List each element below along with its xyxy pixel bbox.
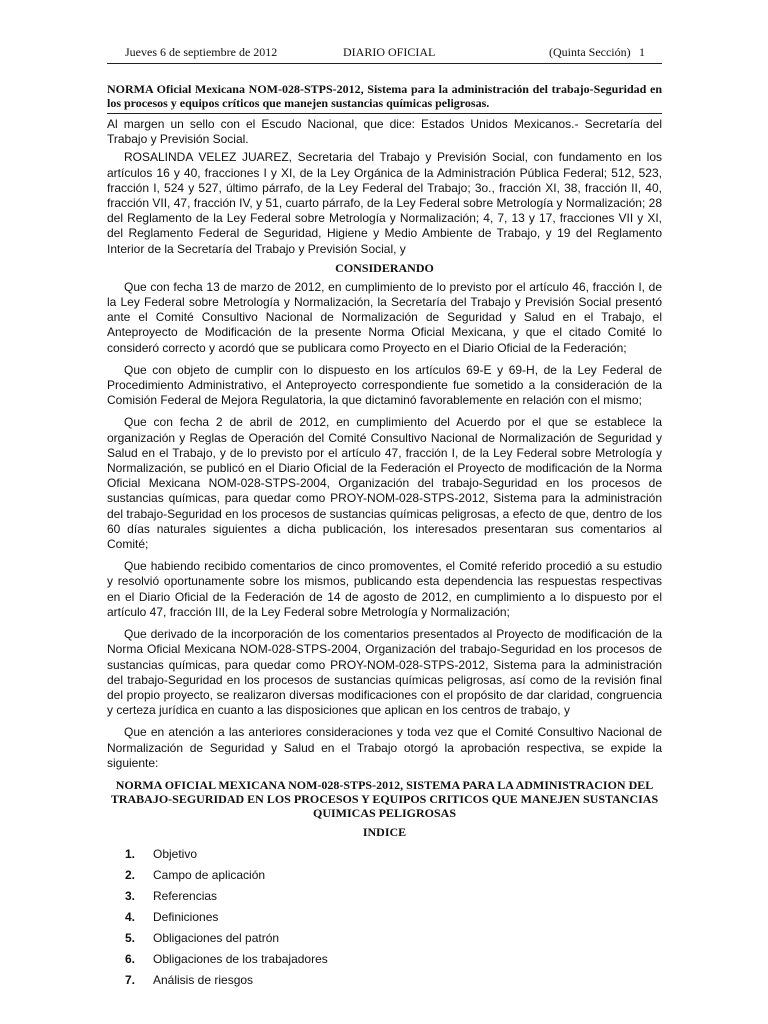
document-body: [107, 117, 662, 991]
header-date: Jueves 6 de septiembre de 2012: [125, 45, 278, 59]
index-item-label: Campo de aplicación: [153, 867, 266, 882]
index-item-number: 7.: [125, 972, 136, 987]
index-item-number: 2.: [125, 867, 136, 882]
intro-paragraph: ROSALINDA VELEZ JUAREZ, Secretaria del Trabajo y Previsión Social, con fundamento en los artículos 16 y 40, fracciones I y XI, de la Ley Orgánica de la Administración Pública Federal; 512, 523, fracción I, 524 y 527, último párrafo, de la Ley Federal del Trabajo; 3o., fracción XI, 38, fracción II, 40, fracción VII, 47, fracción IV, y 51, cuarto párrafo, de la Ley Federal sobre Metrología y Normalización; 28 del Reglamento de la Ley Federal sobre Metrología y Normalización; 4, 7, 13 y 17, fracciones VII y XI, del Reglamento Federal de Seguridad, Higiene y Medio Ambiente de Trabajo, y 19 del Reglamento Interior de la Secretaría del Trabajo y Previsión Social, y: [107, 150, 662, 256]
document-title: NORMA Oficial Mexicana NOM-028-STPS-2012, Sistema para la administración del trabajo-Seguridad en los procesos y equipos críticos que manejen sustancias químicas peligrosas.: [107, 82, 662, 110]
index-item: [107, 928, 662, 949]
considerando-paragraph: Que en atención a las anteriores consideraciones y toda vez que el Comité Consultivo Nacional de Normalización de Seguridad y Salud en el Trabajo otorgó la aprobación respectiva, se expide la siguiente:: [107, 725, 662, 770]
considerando-paragraph: Que con fecha 13 de marzo de 2012, en cumplimiento de lo previsto por el artículo 46, fracción I, de la Ley Federal sobre Metrología y Normalización, la Secretaría del Trabajo y Previsión Social presentó ante el Comité Consultivo Nacional de Normalización de Seguridad y Salud en el Trabajo, el Anteproyecto de Modificación de la presente Norma Oficial Mexicana, y que el citado Comité lo consideró correcto y acordó que se publicara como Proyecto en el Diario Oficial de la Federación;: [107, 279, 662, 355]
document-page: [107, 0, 662, 987]
index-item-number: 4.: [125, 909, 136, 924]
index-item: [107, 907, 662, 928]
index-item-number: 5.: [125, 930, 136, 945]
index-item-label: Objetivo: [153, 846, 198, 861]
considerando-paragraph: Que con fecha 2 de abril de 2012, en cumplimiento del Acuerdo por el que se establece la organización y Reglas de Operación del Comité Consultivo Nacional de Normalización de Seguridad y Salud en el Trabajo, y de lo previsto por el artículo 47, fracción I, de la Ley Federal sobre Metrología y Normalización, se publicó en el Diario Oficial de la Federación el Proyecto de modificación de la Norma Oficial Mexicana NOM-028-STPS-2004, Organización del trabajo-Seguridad en los procesos de sustancias químicas, para quedar como PROY-NOM-028-STPS-2012, Sistema para la administración del trabajo-Seguridad en los procesos de sustancias químicas peligrosas, a efecto de que, dentro de los 60 días naturales siguientes a dicha publicación, los interesados presentaran sus comentarios al Comité;: [107, 415, 662, 552]
index-item-label: Definiciones: [153, 909, 219, 924]
header-page-number: 1: [639, 45, 645, 59]
header-publication: DIARIO OFICIAL: [343, 45, 436, 59]
index-item-label: Obligaciones del patrón: [153, 930, 280, 945]
index-item-label: Referencias: [153, 888, 218, 903]
header-rule: [107, 63, 662, 64]
running-header: [107, 0, 662, 59]
index-item-number: 6.: [125, 951, 136, 966]
norm-heading: NORMA OFICIAL MEXICANA NOM-028-STPS-2012, SISTEMA PARA LA ADMINISTRACION DEL TRABAJO-SEGURIDAD EN LOS PROCESOS Y EQUIPOS CRITICOS QUE MANEJEN SUSTANCIAS QUIMICAS PELIGROSAS: [110, 777, 659, 820]
index-item-number: 1.: [125, 846, 136, 861]
index-item: [107, 949, 662, 970]
index-item: [107, 970, 662, 991]
intro-paragraph: Al margen un sello con el Escudo Nacional, que dice: Estados Unidos Mexicanos.- Secretaría del Trabajo y Previsión Social.: [107, 117, 662, 147]
index-item: [107, 865, 662, 886]
index-item: [107, 886, 662, 907]
index-item: [107, 844, 662, 865]
index-item-number: 3.: [125, 888, 136, 903]
title-rule: [107, 113, 662, 114]
header-section: (Quinta Sección): [549, 45, 631, 59]
index-item-label: Obligaciones de los trabajadores: [153, 951, 328, 966]
index-list: [107, 844, 662, 991]
index-heading: INDICE: [362, 824, 407, 839]
considerando-paragraph: Que con objeto de cumplir con lo dispuesto en los artículos 69-E y 69-H, de la Ley Federal de Procedimiento Administrativo, el Anteproyecto correspondiente fue sometido a la consideración de la Comisión Federal de Mejora Regulatoria, la que dictaminó favorablemente en relación con el mismo;: [107, 362, 662, 408]
index-item-label: Análisis de riesgos: [153, 972, 254, 987]
considerando-paragraph: Que habiendo recibido comentarios de cinco promoventes, el Comité referido procedió a su estudio y resolvió oportunamente sobre los mismos, publicando esta dependencia las respuestas respectivas en el Diario Oficial de la Federación de 14 de agosto de 2012, en cumplimiento a lo dispuesto por el artículo 47, fracción III, de la Ley Federal sobre Metrología y Normalización;: [107, 559, 662, 619]
considerando-heading: CONSIDERANDO: [335, 260, 434, 275]
considerando-paragraph: Que derivado de la incorporación de los comentarios presentados al Proyecto de modificación de la Norma Oficial Mexicana NOM-028-STPS-2004, Organización del trabajo-Seguridad en los procesos de sustancias químicas, para quedar como PROY-NOM-028-STPS-2012, Sistema para la administración del trabajo-Seguridad en los procesos de sustancias químicas peligrosas, así como de la revisión final del propio proyecto, se realizaron diversas modificaciones con el propósito de dar claridad, congruencia y certeza jurídica en cuanto a las disposiciones que aplican en los centros de trabajo, y: [107, 627, 662, 718]
